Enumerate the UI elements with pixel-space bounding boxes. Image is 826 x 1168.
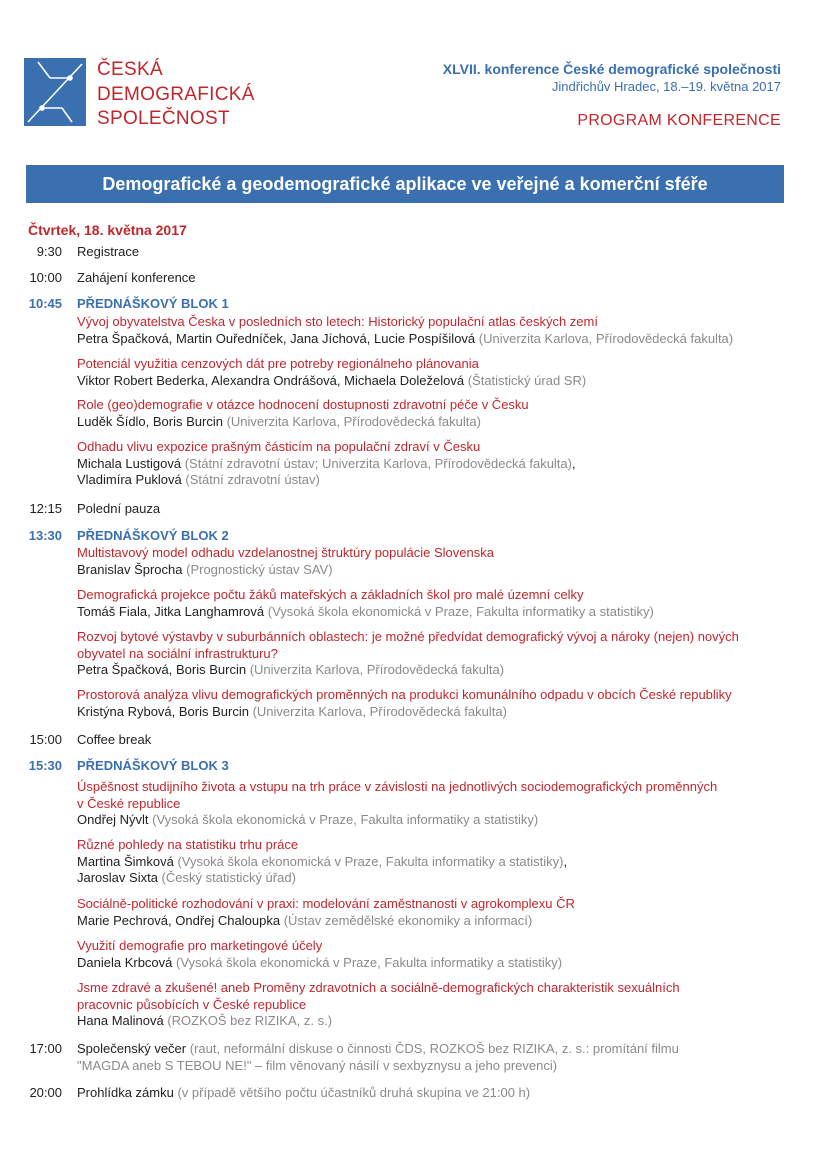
talk-affiliation: (Vysoká škola ekonomická v Praze, Fakulta informatiky a statistiky): [152, 812, 539, 827]
page-header: [0, 0, 826, 150]
separator: ,: [563, 853, 568, 869]
talk-affiliation: (Vysoká škola ekonomická v Praze, Fakulta informatiky a statistiky): [177, 853, 564, 869]
talk-authors: Daniela Krbcová: [77, 954, 173, 970]
session-label: Zahájení konference: [77, 270, 196, 285]
talk-authors: Ondřej Nývlt: [77, 812, 149, 827]
talk: [77, 896, 787, 929]
talk-authors: Martina Šimková: [77, 853, 174, 869]
talk-title: Demografická projekce počtu žáků mateřských a základních škol pro malé územní celky: [77, 587, 584, 602]
conference-title: XLVII. konference České demografické společnosti: [442, 61, 781, 77]
session-label: [77, 1040, 787, 1074]
talk-affiliation: (Vysoká škola ekonomická v Praze, Fakulta informatiky a statistiky): [267, 603, 654, 619]
talk-title-continued: pracovnic působících v České republice: [77, 996, 307, 1012]
talk-title: Role (geo)demografie v otázce hodnocení dostupnosti zdravotní péče v Česku: [77, 397, 529, 412]
talk-authors: Tomáš Fiala, Jitka Langhamrová: [77, 603, 265, 619]
talk-title: Různé pohledy na statistiku trhu práce: [77, 837, 299, 852]
time: 15:00: [29, 732, 62, 747]
talk-authors: Luděk Šídlo, Boris Burcin: [77, 413, 223, 429]
talk-title: Jsme zdravé a zkušené! aneb Proměny zdravotních a sociálně-demografických charakteristik sexuálních: [77, 980, 680, 995]
session-label: Coffee break: [77, 732, 152, 747]
session-title: Prohlídka zámku: [77, 1085, 174, 1100]
talk-affiliation: (Státní zdravotní ústav): [185, 472, 320, 487]
talk-affiliation: (Český statistický úřad): [161, 870, 296, 885]
talk-affiliation: (Štatistický úrad SR): [467, 372, 587, 388]
talk-authors: Petra Špačková, Boris Burcin: [77, 662, 247, 677]
society-name-line: SPOLEČNOST: [97, 108, 230, 129]
conference-info: [443, 60, 781, 96]
conference-place-date: Jindřichův Hradec, 18.–19. května 2017: [551, 79, 781, 94]
talk-affiliation: (ROZKOŠ bez RIZIKA, z. s.): [167, 1013, 333, 1028]
session-note: (raut, neformální diskuse o činnosti ČDS, ROZKOŠ bez RIZIKA, z. s.: promítání filmu: [189, 1041, 679, 1056]
talk-title: Sociálně-politické rozhodování v praxi: modelování zaměstnanosti v agrokomplexu ČR: [77, 896, 575, 911]
talk-authors: Branislav Šprocha: [77, 561, 183, 577]
separator: ,: [571, 455, 576, 471]
block-label: PŘEDNÁŠKOVÝ BLOK 2: [77, 528, 229, 543]
talk: [77, 587, 787, 620]
talk-authors: Marie Pechrová, Ondřej Chaloupka: [77, 912, 281, 928]
talk: [77, 439, 787, 489]
talk-title: Multistavový model odhadu vzdelanostnej štruktúry populácie Slovenska: [77, 545, 494, 560]
talk-title: Úspěšnost studijního života a vstupu na trh práce v závislosti na jednotlivých sociodemografických proměnných: [77, 779, 718, 794]
society-name-line: DEMOGRAFICKÁ: [97, 83, 255, 105]
talk-authors: Kristýna Rybová, Boris Burcin: [77, 703, 249, 719]
session-title: Společenský večer: [77, 1041, 187, 1056]
society-name-line: ČESKÁ: [97, 59, 163, 80]
talk-affiliation: (Prognostický ústav SAV): [186, 561, 333, 577]
conference-theme-banner: Demografické a geodemografické aplikace ve veřejné a komerční sféře: [26, 165, 784, 203]
time: 13:30: [28, 528, 62, 543]
time: 12:15: [29, 501, 62, 516]
talk: [77, 314, 787, 347]
talk: [77, 397, 787, 430]
time: 15:30: [28, 758, 62, 773]
talk-affiliation: (Státní zdravotní ústav; Univerzita Karlova, Přírodovědecká fakulta): [184, 455, 572, 471]
society-name: [97, 58, 255, 132]
program-heading: PROGRAM KONFERENCE: [577, 112, 781, 129]
talk-title: Vývoj obyvatelstva Česka v posledních sto letech: Historický populační atlas českých zemí: [77, 314, 598, 329]
talk: [77, 356, 787, 389]
block-label: PŘEDNÁŠKOVÝ BLOK 3: [77, 758, 229, 773]
talk-affiliation: (Univerzita Karlova, Přírodovědecká fakulta): [478, 330, 734, 346]
talk: [77, 779, 787, 829]
talk: [77, 629, 787, 679]
talk-title-continued: obyvatel na sociální infrastrukturu?: [77, 645, 278, 661]
session-label: Registrace: [77, 244, 140, 259]
society-logo-icon: [24, 58, 86, 126]
time: 10:45: [28, 296, 62, 311]
talk: [77, 938, 787, 971]
talk-affiliation: (Univerzita Karlova, Přírodovědecká fakulta): [249, 662, 505, 677]
session-note-continued: "MAGDA aneb S TEBOU NE!" – film věnovaný násilí v sexbyznysu a jeho prevenci): [77, 1058, 558, 1073]
talk-title: Rozvoj bytové výstavby v suburbánních oblastech: je možné předvídat demografický vývoj a nároky (nejen) nových: [77, 629, 739, 644]
talk: [77, 687, 787, 720]
day-heading: Čtvrtek, 18. května 2017: [28, 222, 187, 238]
talk-affiliation: (Univerzita Karlova, Přírodovědecká fakulta): [226, 413, 481, 429]
talk: [77, 837, 787, 887]
talk-title: Odhadu vlivu expozice prašným částicím na populační zdraví v Česku: [77, 439, 481, 454]
talk-affiliation: (Univerzita Karlova, Přírodovědecká fakulta): [252, 703, 507, 719]
session-label: [77, 1084, 787, 1101]
talk-affiliation: (Vysoká škola ekonomická v Praze, Fakulta informatiky a statistiky): [176, 954, 563, 970]
talk-title-continued: v České republice: [77, 795, 181, 811]
time: 9:30: [36, 244, 62, 259]
talk-authors: Petra Špačková, Martin Ouředníček, Jana Jíchová, Lucie Pospíšilová: [77, 330, 476, 346]
session-note: (v případě většího počtu účastníků druhá skupina ve 21:00 h): [177, 1085, 531, 1100]
talk-title: Prostorová analýza vlivu demografických proměnných na produkci komunálního odpadu v obcích České republiky: [77, 687, 732, 702]
talk: [77, 545, 787, 578]
talk: [77, 980, 787, 1030]
block-label: PŘEDNÁŠKOVÝ BLOK 1: [77, 296, 229, 311]
time: 20:00: [29, 1085, 62, 1100]
talk-authors: Michala Lustigová: [77, 455, 182, 471]
talk-affiliation: (Ústav zemědělské ekonomiky a informací): [283, 912, 533, 928]
time: 17:00: [29, 1041, 62, 1056]
talk-authors: Vladimíra Puklová: [77, 472, 182, 487]
talk-title: Potenciál využitia cenzových dát pre potreby regionálneho plánovania: [77, 356, 479, 371]
session-label: Polední pauza: [77, 501, 161, 516]
time: 10:00: [29, 270, 62, 285]
talk-authors: Viktor Robert Bederka, Alexandra Ondrášová, Michaela Doleželová: [77, 372, 465, 388]
talk-title: Využití demografie pro marketingové účely: [77, 938, 323, 953]
talk-authors: Hana Malinová: [77, 1013, 164, 1028]
talk-authors: Jaroslav Sixta: [77, 870, 158, 885]
